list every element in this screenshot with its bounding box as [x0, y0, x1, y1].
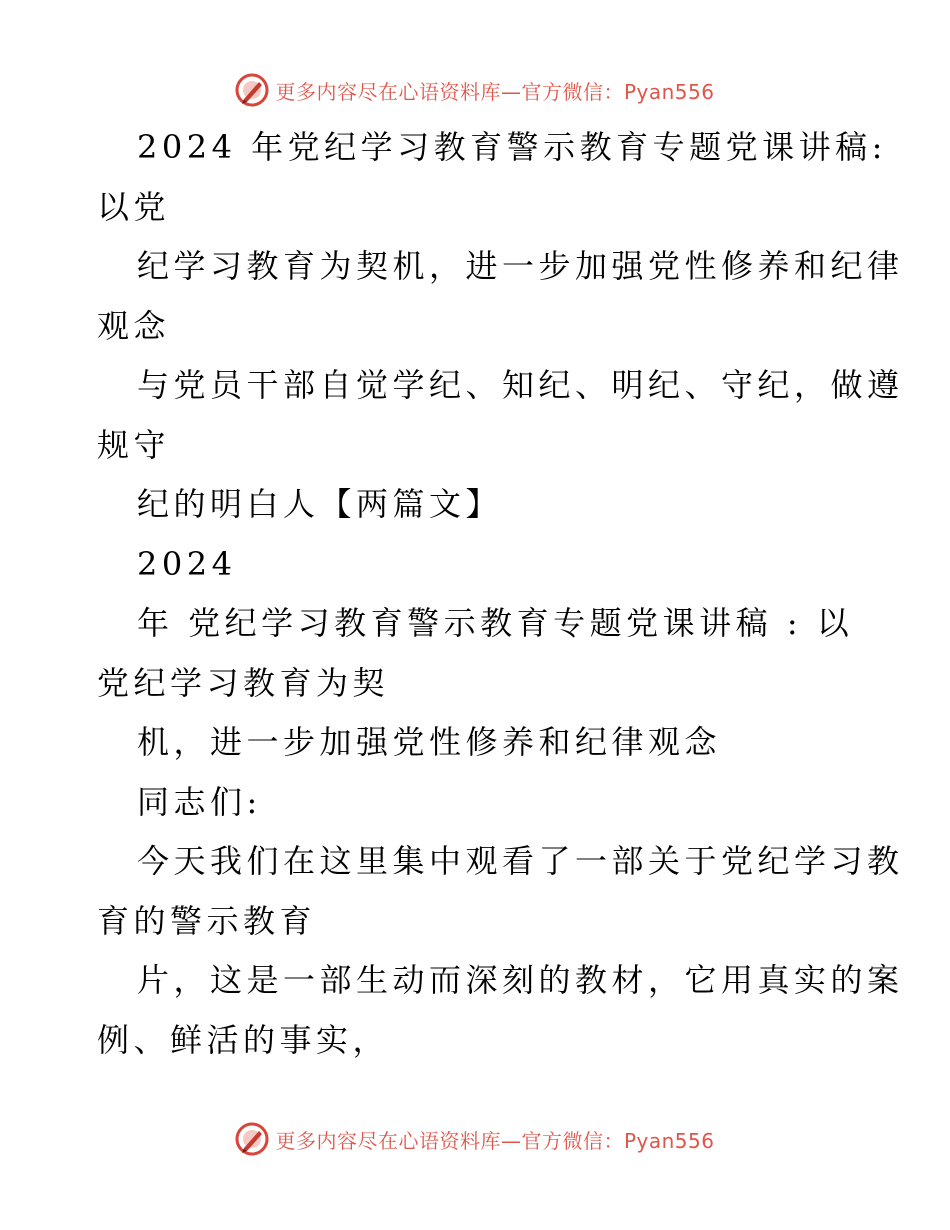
text-line: 同志们: [137, 782, 262, 821]
text-line: 纪学习教育为契机，进一步加强党性修养和纪律 [137, 247, 904, 285]
header-watermark [0, 68, 950, 112]
text-line: 以党 [97, 187, 171, 226]
text-line: 例、鲜活的事实， [97, 1020, 390, 1059]
footer-watermark [0, 1117, 950, 1161]
text-line: 2024 [137, 544, 237, 583]
text-line: 年 党纪学习教育警示教育专题党课讲稿 : 以 [137, 604, 854, 642]
text-line: 与党员干部自觉学纪、知纪、明纪、守纪，做遵 [137, 366, 904, 404]
text-line: 2024 年党纪学习教育警示教育专题党课讲稿: [137, 128, 887, 166]
watermark-text: 更多内容尽在心语资料库—官方微信：Pyan556 [275, 1128, 715, 1153]
text-line: 片，这是一部生动而深刻的教材，它用真实的案 [137, 961, 904, 999]
text-line: 党纪学习教育为契 [97, 663, 390, 702]
text-line: 观念 [97, 306, 171, 345]
text-line: 今天我们在这里集中观看了一部关于党纪学习教 [137, 842, 904, 880]
pen-logo-icon [235, 73, 269, 107]
text-line: 育的警示教育 [97, 901, 317, 940]
text-line: 纪的明白人【两篇文】 [137, 485, 503, 523]
text-line: 规守 [97, 425, 171, 464]
watermark-text: 更多内容尽在心语资料库—官方微信：Pyan556 [275, 79, 715, 104]
text-line: 机，进一步加强党性修养和纪律观念 [137, 723, 722, 761]
document-body [97, 118, 904, 1070]
pen-logo-icon [235, 1122, 269, 1156]
